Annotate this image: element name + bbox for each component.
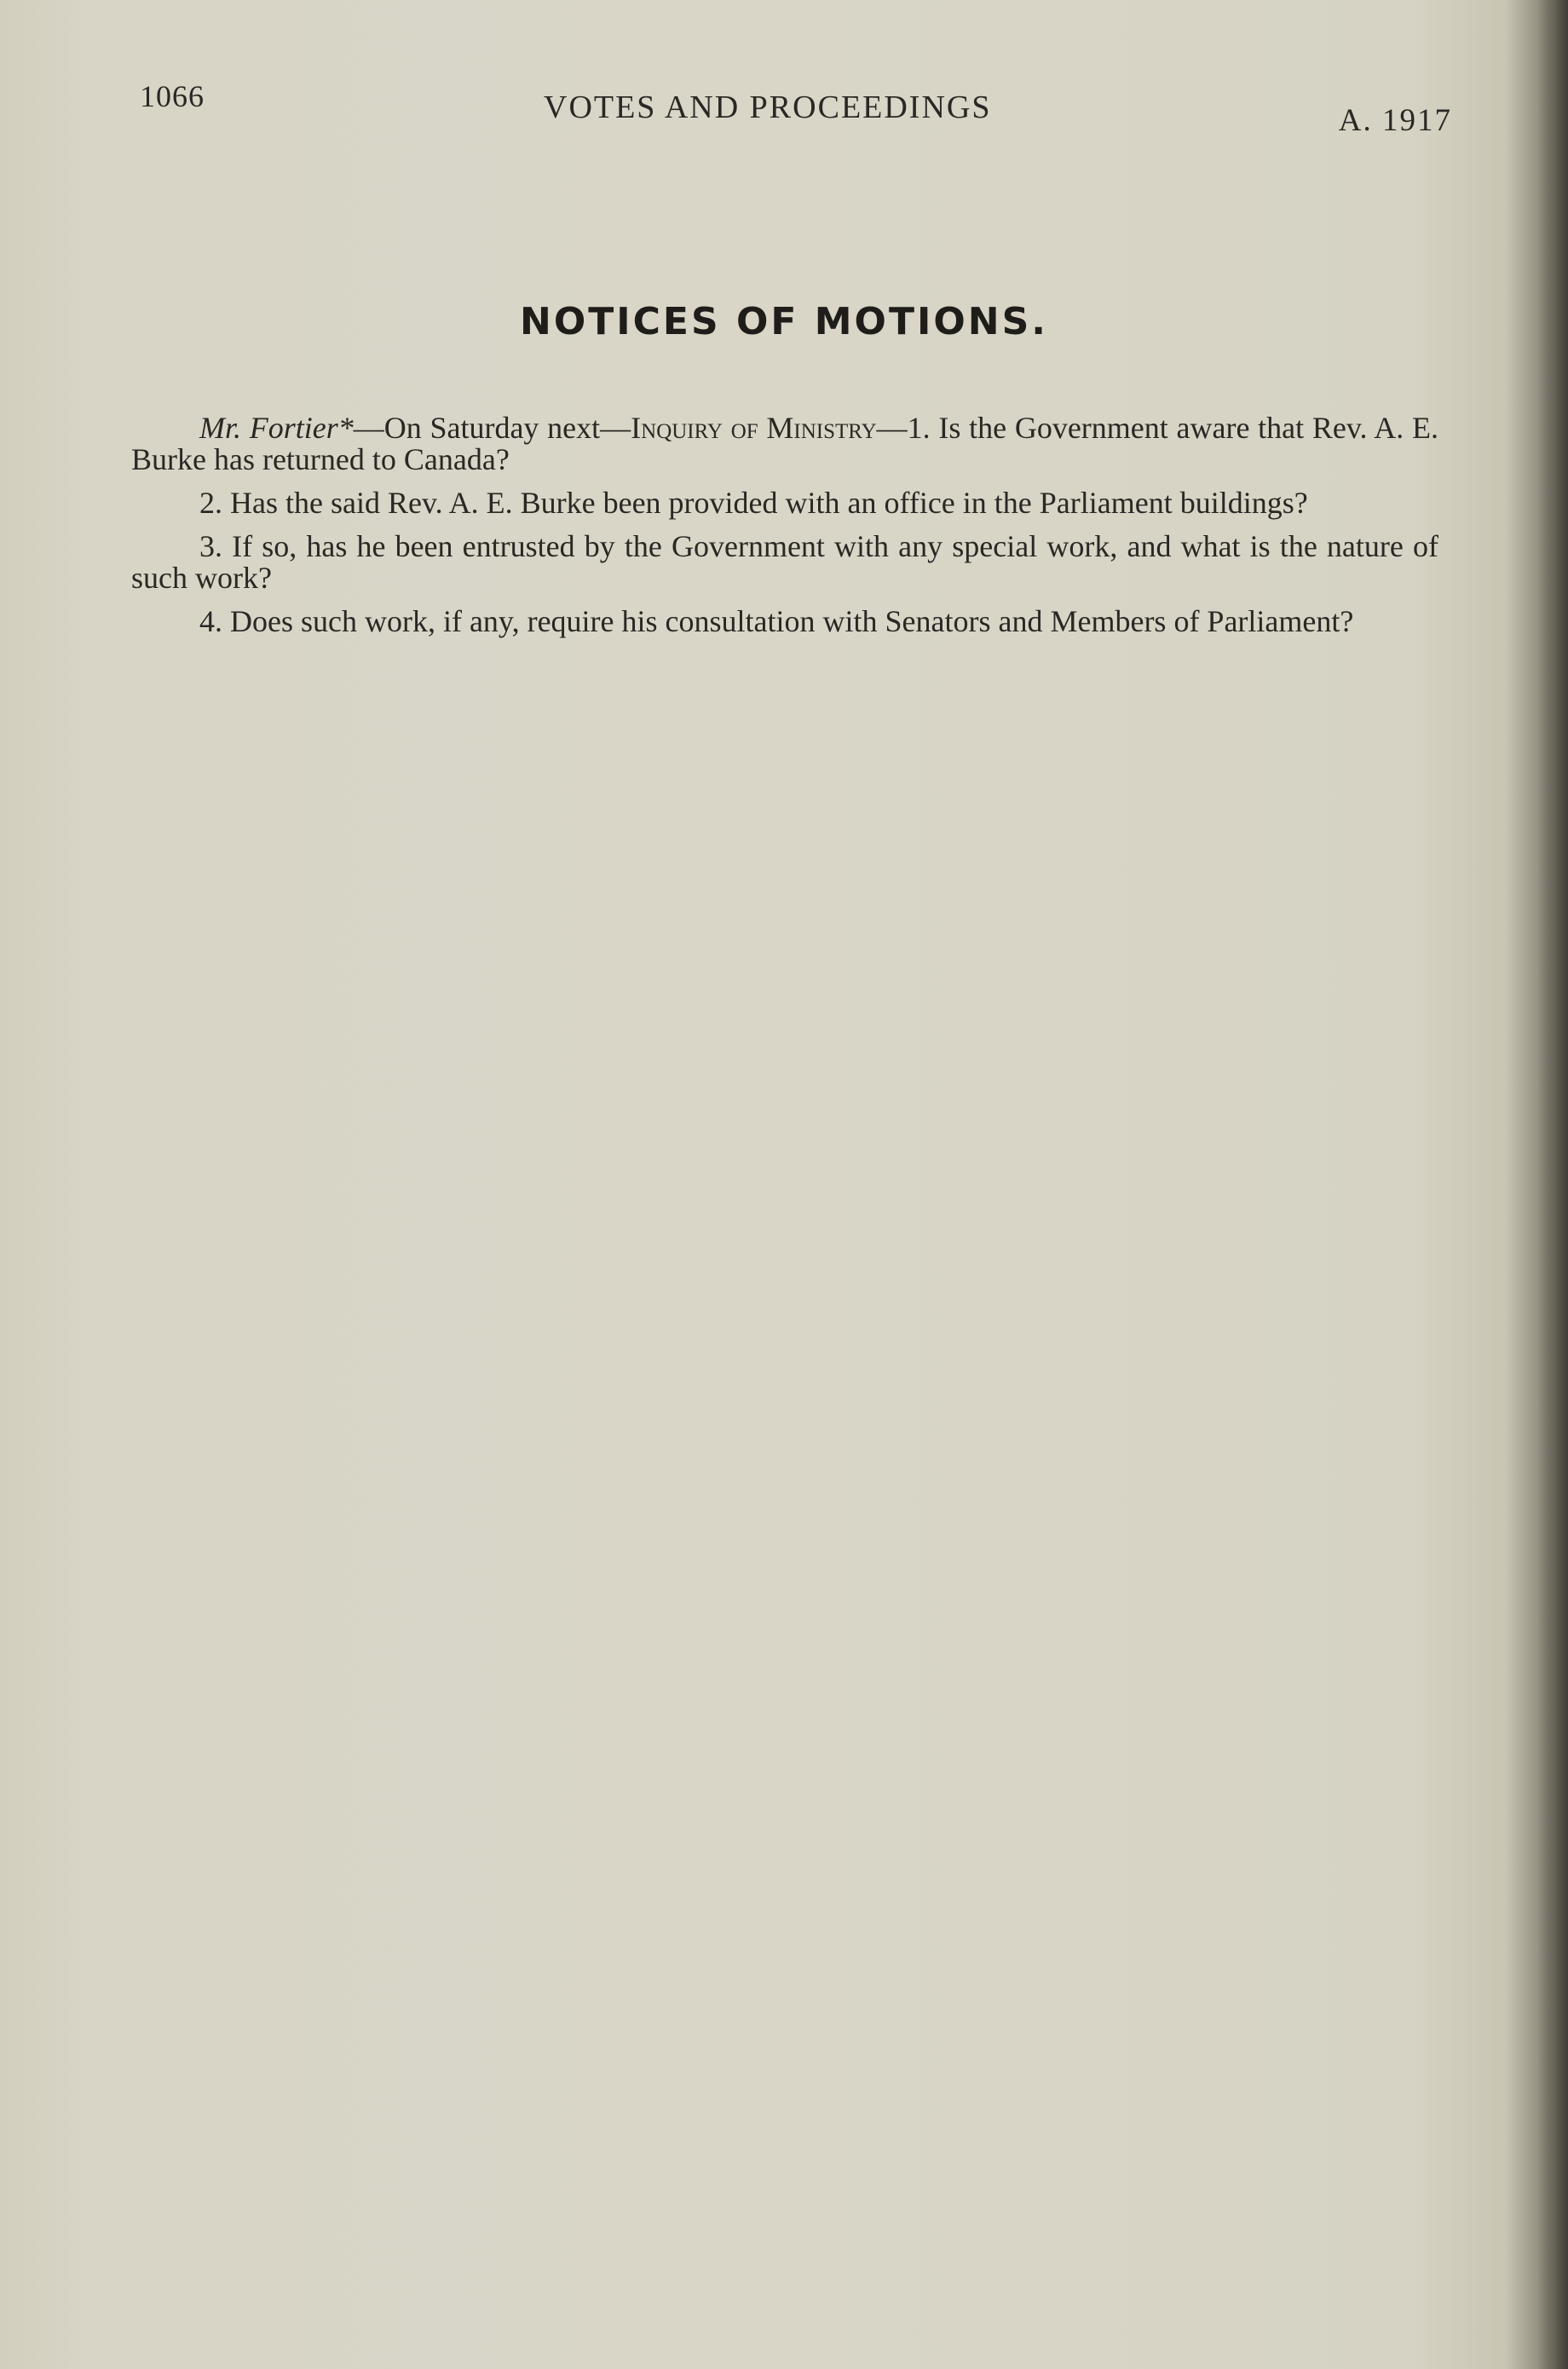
running-title: VOTES AND PROCEEDINGS xyxy=(544,89,992,125)
notice-question-2: 2. Has the said Rev. A. E. Burke been provided with an office in the Parliament buildings? xyxy=(199,486,1308,520)
session-year: A. 1917 xyxy=(1338,103,1452,138)
member-name: Mr. Fortier* xyxy=(199,411,354,445)
page-number: 1066 xyxy=(140,79,205,113)
question-text: 1. Is the Government aware that Rev. A. E. Burke has returned to Canada? xyxy=(131,411,1439,476)
binding-shadow xyxy=(1537,0,1568,2369)
separator-dash: — xyxy=(600,411,631,445)
notice-body xyxy=(131,412,1438,649)
notice-date: On Saturday next xyxy=(383,411,601,445)
separator-dash: — xyxy=(353,411,384,445)
section-title: NOTICES OF MOTIONS. xyxy=(520,300,1048,343)
notice-type: Inquiry of Ministry xyxy=(631,411,877,445)
separator-dash: — xyxy=(876,411,908,445)
notice-question-4: 4. Does such work, if any, require his consultation with Senators and Members of Parliament? xyxy=(199,604,1354,638)
notice-question-1 xyxy=(131,412,1438,476)
notice-question-3: 3. If so, has he been entrusted by the Government with any special work, and what is the nature of such work? xyxy=(131,529,1438,595)
page-header xyxy=(140,78,1452,138)
